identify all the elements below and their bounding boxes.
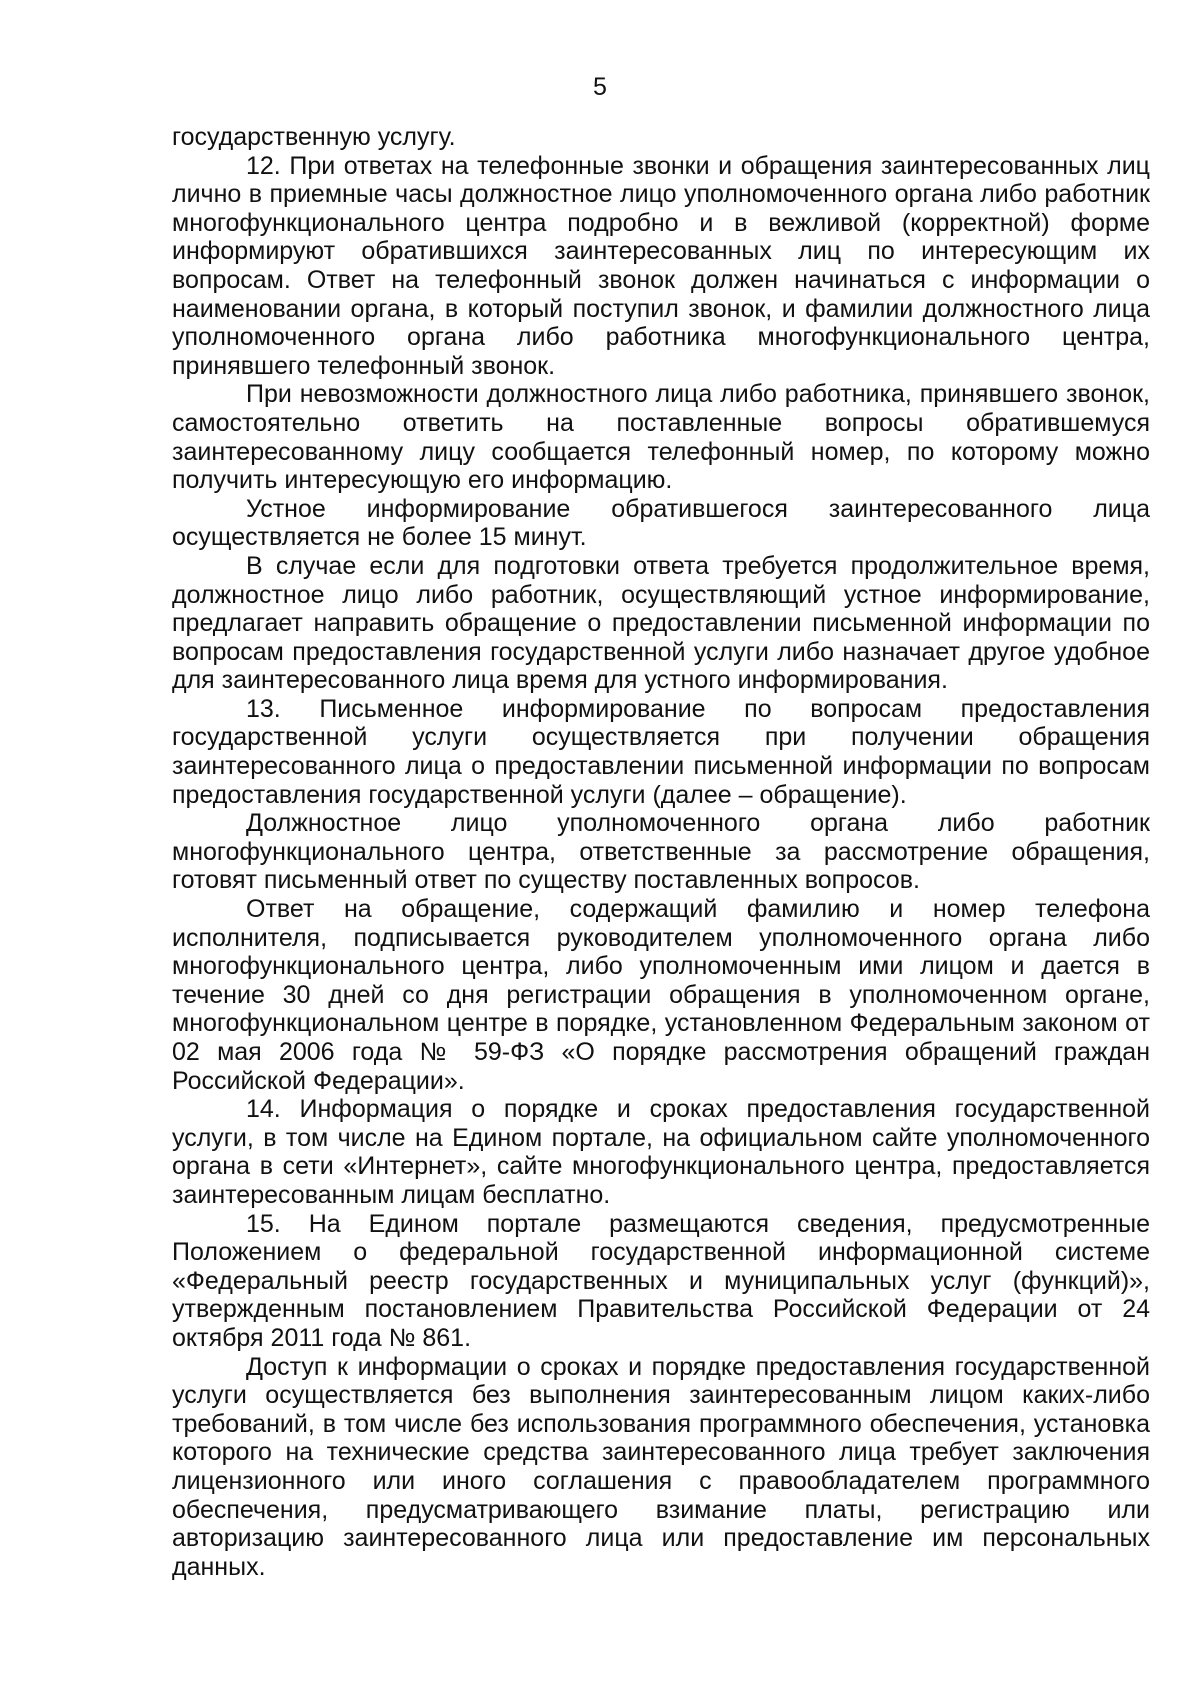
paragraph-access: Доступ к информации о сроках и порядке предоставления государственной услуги осуществляется без выполнения заинтересованным лицом каких-либо требований, в том числе без использования программного обеспечения, установка которого на технические средства заинтересованного лица требует заключения лицензионного или иного соглашения с правообладателем программного обеспечения, предусматривающего взимание платы, регистрацию или авторизацию заинтересованного лица или предоставление им персональных данных. [172, 1352, 1150, 1581]
paragraph-item-15: 15. На Едином портале размещаются сведения, предусмотренные Положением о федеральной государственной информационной системе «Федеральный реестр государственных и муниципальных услуг (функций)», утвержденным постановлением Правительства Российской Федерации от 24 октября 2011 года № 861. [172, 1209, 1150, 1352]
paragraph-long-answer: В случае если для подготовки ответа требуется продолжительное время, должностное лицо либо работник, осуществляющий устное информирование, предлагает направить обращение о предоставлении письменной информации по вопросам предоставления государственной услуги либо назначает другое удобное для заинтересованного лица время для устного информирования. [172, 551, 1150, 695]
document-body [172, 123, 1150, 1581]
page-number: 5 [593, 73, 607, 101]
paragraph-phone-redirect: При невозможности должностного лица либо работника, принявшего звонок, самостоятельно ответить на поставленные вопросы обратившемуся заинтересованному лицу сообщается телефонный номер, по которому можно получить интересующую его информацию. [172, 380, 1150, 495]
paragraph-oral-duration: Устное информирование обратившегося заинтересованного лица осуществляется не более 15 минут. [172, 494, 1150, 552]
paragraph-item-13: 13. Письменное информирование по вопросам предоставления государственной услуги осуществляется при получении обращения заинтересованного лица о предоставлении письменной информации по вопросам предоставления государственной услуги (далее – обращение). [172, 694, 1150, 809]
paragraph-answer-signing: Ответ на обращение, содержащий фамилию и номер телефона исполнителя, подписывается руководителем уполномоченного органа либо многофункционального центра, либо уполномоченным ими лицом и дается в течение 30 дней со дня регистрации обращения в уполномоченном органе, многофункциональном центре в порядке, установленном Федеральным законом от 02 мая 2006 года № 59-ФЗ «О порядке рассмотрения обращений граждан Российской Федерации». [172, 895, 1150, 1095]
paragraph-item-14: 14. Информация о порядке и сроках предоставления государственной услуги, в том числе на Едином портале, на официальном сайте уполномоченного органа в сети «Интернет», сайте многофункционального центра, предоставляется заинтересованным лицам бесплатно. [172, 1095, 1150, 1209]
paragraph-item-12: 12. При ответах на телефонные звонки и обращения заинтересованных лиц лично в приемные часы должностное лицо уполномоченного органа либо работник многофункционального центра подробно и в вежливой (корректной) форме информируют обратившихся заинтересованных лиц по интересующим их вопросам. Ответ на телефонный звонок должен начинаться с информации о наименовании органа, в который поступил звонок, и фамилии должностного лица уполномоченного органа либо работника многофункционального центра, принявшего телефонный звонок. [172, 151, 1150, 380]
paragraph-written-answer: Должностное лицо уполномоченного органа либо работник многофункционального центра, ответственные за рассмотрение обращения, готовят письменный ответ по существу поставленных вопросов. [172, 809, 1150, 895]
paragraph-continuation: государственную услугу. [172, 123, 456, 151]
